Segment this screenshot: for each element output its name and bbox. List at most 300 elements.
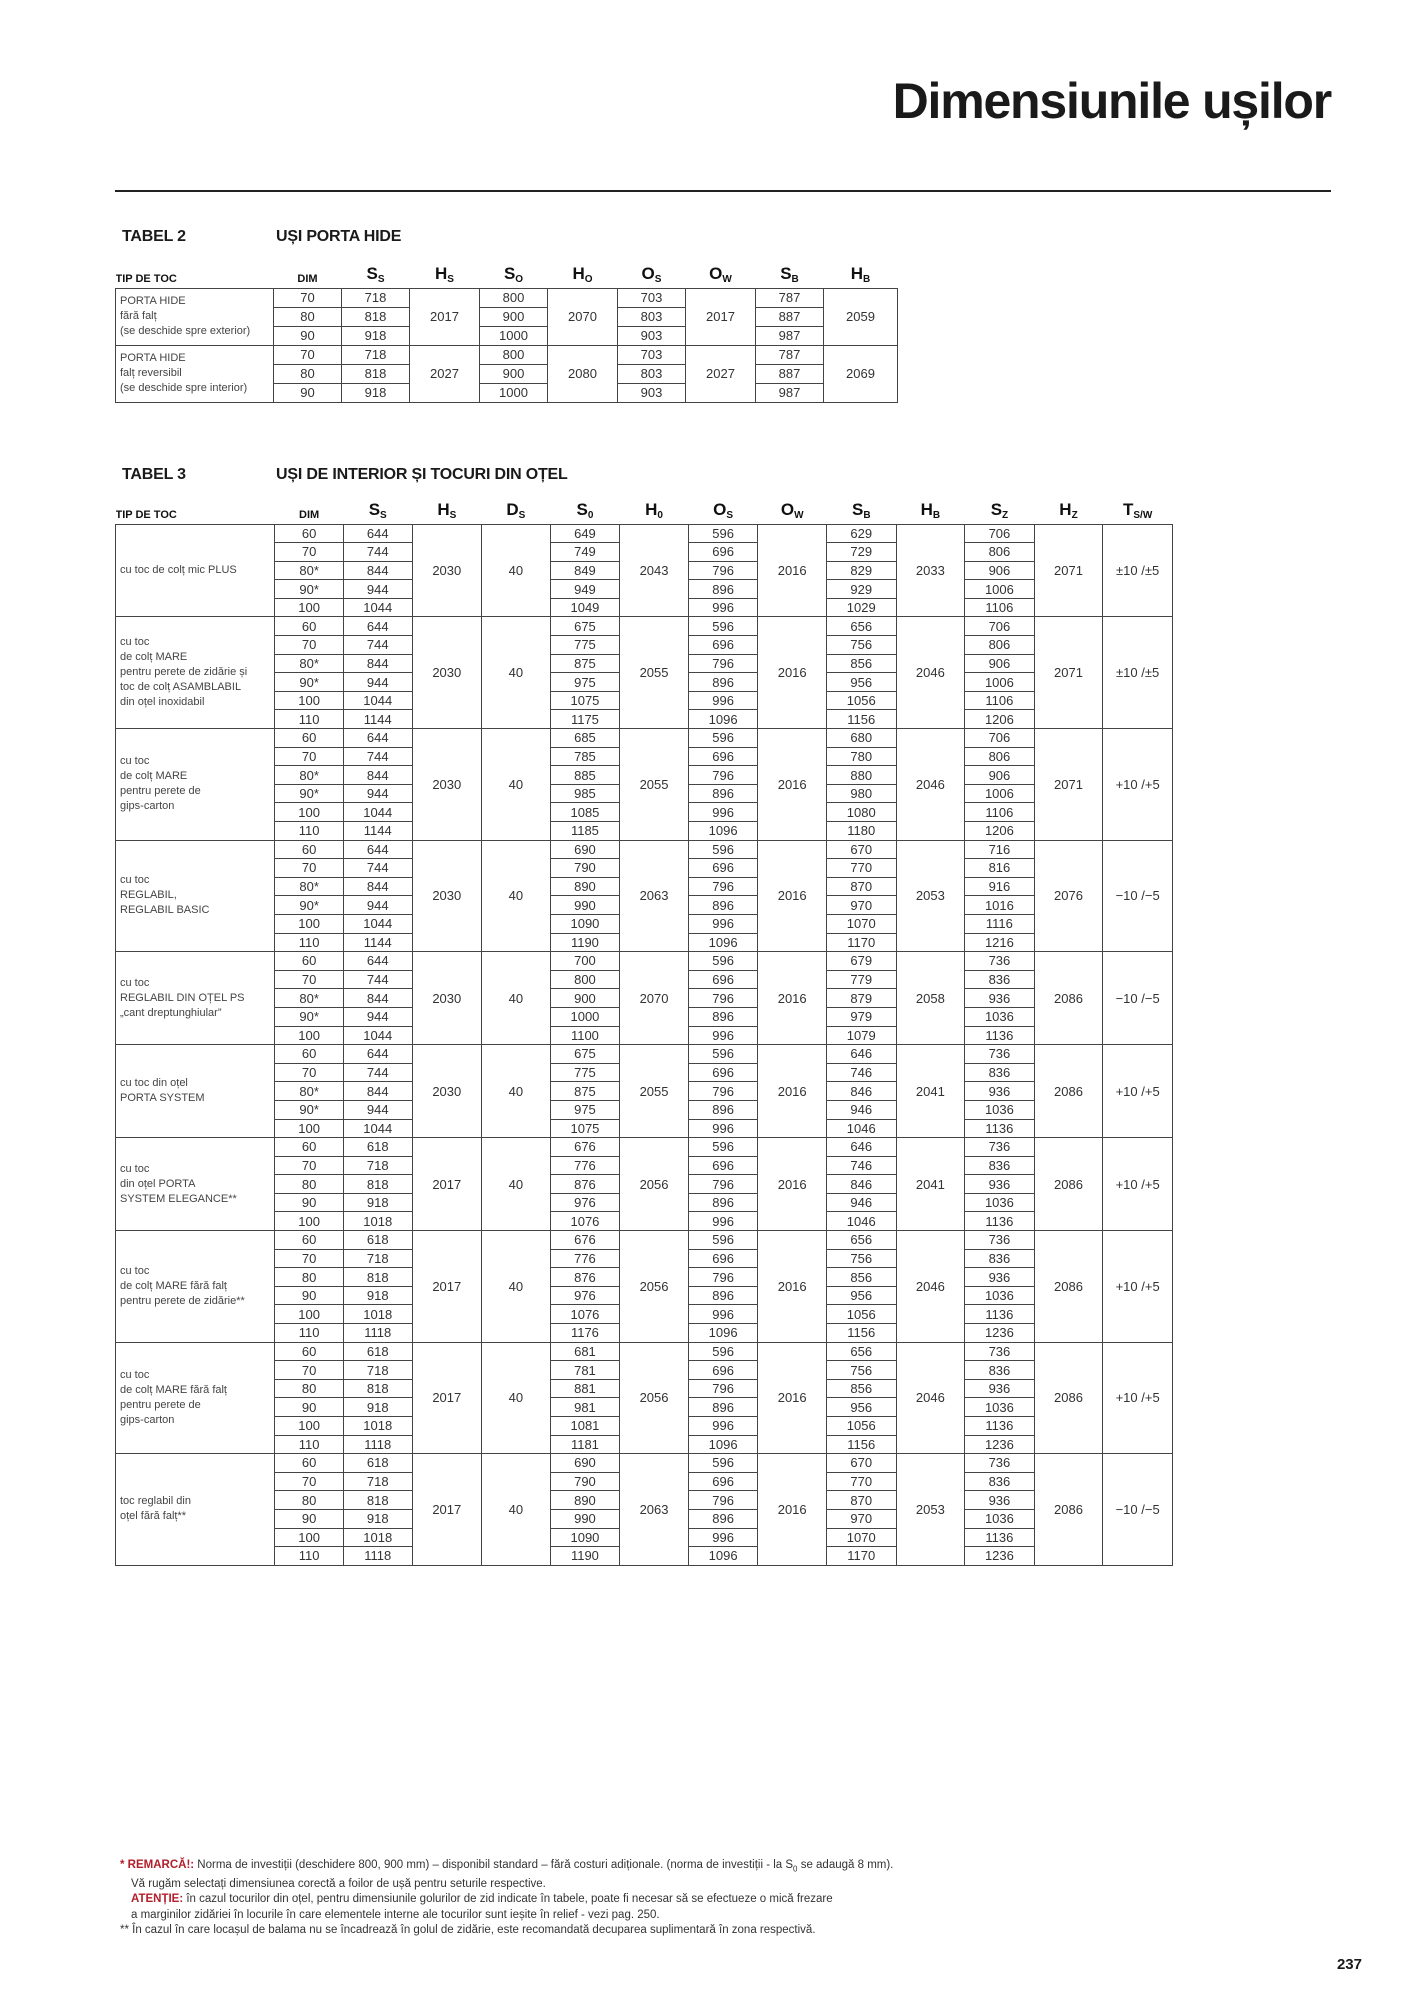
col-header (620, 494, 689, 524)
col-header (482, 494, 551, 524)
ss-cell: 918 (342, 383, 410, 402)
hb-cell: 2053 (896, 840, 965, 952)
col-header-main: S (368, 499, 381, 519)
dim-cell: 110 (275, 710, 344, 729)
os-cell: 696 (688, 970, 758, 989)
col-header (342, 254, 410, 288)
ss-cell: 1118 (343, 1435, 412, 1454)
ow-cell: 2016 (758, 952, 827, 1045)
sb-cell: 1079 (826, 1026, 896, 1045)
sz-cell: 1106 (965, 691, 1035, 710)
col-header (756, 254, 824, 288)
remark-text-a: Norma de investiții (deschidere 800, 900 mm) – disponibil standard – fără costuri adiționale. (norma de investiții - la S (194, 1859, 794, 1871)
s0-cell: 900 (550, 989, 620, 1008)
hz-cell: 2086 (1034, 1454, 1103, 1566)
ds-cell: 40 (482, 524, 551, 617)
dim-cell: 100 (275, 1026, 344, 1045)
sb-cell: 770 (826, 859, 896, 878)
s0-cell: 1081 (550, 1417, 620, 1436)
tsw-cell: −10 /−5 (1103, 1454, 1173, 1566)
sz-cell: 1206 (965, 822, 1035, 841)
dim-cell: 90 (275, 1286, 344, 1305)
sb-cell: 856 (826, 1268, 896, 1287)
sz-cell: 736 (965, 1045, 1035, 1064)
os-cell: 896 (688, 896, 758, 915)
sb-cell: 656 (826, 1342, 896, 1361)
table-row (116, 729, 1173, 748)
os-cell: 996 (688, 1305, 758, 1324)
col-header (1103, 494, 1173, 524)
dim-cell: 70 (275, 543, 344, 562)
os-cell: 996 (688, 914, 758, 933)
ds-cell: 40 (482, 1231, 551, 1343)
os-cell: 796 (688, 1379, 758, 1398)
s0-cell: 890 (550, 877, 620, 896)
ss-cell: 718 (343, 1472, 412, 1491)
s0-cell: 1190 (550, 1547, 620, 1566)
hs-cell: 2030 (412, 952, 482, 1045)
ss-cell: 918 (342, 326, 410, 345)
ss-cell: 844 (343, 1082, 412, 1101)
ss-cell: 1044 (343, 803, 412, 822)
os-cell: 696 (688, 636, 758, 655)
dim-cell: 100 (275, 1119, 344, 1138)
dim-cell: 100 (275, 691, 344, 710)
dim-cell: 90* (275, 580, 344, 599)
sz-cell: 716 (965, 840, 1035, 859)
s0-cell: 849 (550, 561, 620, 580)
os-cell: 996 (688, 1417, 758, 1436)
hs-cell: 2017 (412, 1138, 482, 1231)
ow-cell: 2016 (758, 1231, 827, 1343)
h0-cell: 2055 (620, 617, 689, 729)
dim-cell: 80 (275, 1379, 344, 1398)
ss-cell: 618 (343, 1454, 412, 1473)
os-cell: 803 (618, 307, 686, 326)
remark-sub: 0 (793, 1864, 798, 1874)
s0-cell: 1049 (550, 598, 620, 617)
s0-cell: 785 (550, 747, 620, 766)
frame-type-name: PORTA HIDE falț reversibil (se deschide spre interior) (116, 345, 274, 402)
sb-cell: 679 (826, 952, 896, 971)
os-cell: 596 (688, 617, 758, 636)
ss-cell: 818 (343, 1379, 412, 1398)
ss-cell: 644 (343, 524, 412, 543)
sb-cell: 670 (826, 840, 896, 859)
sz-cell: 736 (965, 1138, 1035, 1157)
s0-cell: 976 (550, 1286, 620, 1305)
os-cell: 1096 (688, 1435, 758, 1454)
tsw-cell: +10 /+5 (1103, 1045, 1173, 1138)
os-cell: 1096 (688, 1324, 758, 1343)
remark-text-b: se adaugă 8 mm). (797, 1859, 894, 1871)
s0-cell: 781 (550, 1361, 620, 1380)
sz-cell: 1036 (965, 1509, 1035, 1528)
sz-cell: 1136 (965, 1417, 1035, 1436)
frame-type-name: cu toc de colț mic PLUS (116, 524, 275, 617)
frame-type-name: cu toc de colț MARE fără falț pentru perete de gips-carton (116, 1342, 275, 1454)
table-row (116, 617, 1173, 636)
sb-cell: 829 (826, 561, 896, 580)
h0-cell: 2070 (620, 952, 689, 1045)
s0-cell: 1176 (550, 1324, 620, 1343)
col-header-sub: B (863, 273, 871, 285)
sb-cell: 746 (826, 1063, 896, 1082)
hb-cell: 2033 (896, 524, 965, 617)
dim-cell: 110 (275, 1547, 344, 1566)
ss-cell: 644 (343, 617, 412, 636)
ss-cell: 818 (342, 307, 410, 326)
sz-cell: 736 (965, 1231, 1035, 1250)
col-header-sub: W (722, 273, 732, 285)
col-header-sub: 0 (587, 509, 594, 521)
sz-cell: 736 (965, 952, 1035, 971)
s0-cell: 881 (550, 1379, 620, 1398)
table3-title: UȘI DE INTERIOR ȘI TOCURI DIN OȚEL (276, 466, 568, 483)
footnote-remark (120, 1858, 1320, 1877)
table2-number: TABEL 2 (122, 228, 186, 245)
col-header-main: H (572, 263, 585, 283)
os-cell: 896 (688, 1193, 758, 1212)
dim-cell: 80* (275, 561, 344, 580)
s0-cell: 1185 (550, 822, 620, 841)
dim-cell: 60 (275, 617, 344, 636)
col-header-sub: B (791, 273, 799, 285)
os-cell: 696 (688, 1063, 758, 1082)
hb-cell: 2053 (896, 1454, 965, 1566)
sz-cell: 806 (965, 636, 1035, 655)
ss-cell: 944 (343, 580, 412, 599)
sz-cell: 1136 (965, 1212, 1035, 1231)
table2 (115, 254, 898, 403)
so-cell: 800 (480, 345, 548, 364)
ss-cell: 644 (343, 840, 412, 859)
hs-cell: 2017 (410, 288, 480, 345)
sz-cell: 936 (965, 989, 1035, 1008)
dim-cell: 100 (275, 598, 344, 617)
footnote-attention (120, 1892, 1320, 1908)
hb-cell: 2046 (896, 1231, 965, 1343)
s0-cell: 949 (550, 580, 620, 599)
s0-cell: 1100 (550, 1026, 620, 1045)
col-header-main: H (645, 499, 658, 519)
s0-cell: 676 (550, 1138, 620, 1157)
ss-cell: 944 (343, 896, 412, 915)
s0-cell: 690 (550, 1454, 620, 1473)
sz-cell: 1136 (965, 1305, 1035, 1324)
dim-cell: 70 (275, 636, 344, 655)
sz-cell: 1106 (965, 803, 1035, 822)
sb-cell: 987 (756, 383, 824, 402)
col-header-sub: B (863, 509, 871, 521)
ow-cell: 2027 (686, 345, 756, 402)
sb-cell: 856 (826, 654, 896, 673)
ss-cell: 744 (343, 1063, 412, 1082)
os-cell: 596 (688, 1045, 758, 1064)
dim-cell: 100 (275, 803, 344, 822)
table-row (116, 1342, 1173, 1361)
hb-cell: 2059 (824, 288, 898, 345)
s0-cell: 976 (550, 1193, 620, 1212)
sb-cell: 879 (826, 989, 896, 1008)
s0-cell: 1000 (550, 1007, 620, 1026)
s0-cell: 985 (550, 784, 620, 803)
sb-cell: 1080 (826, 803, 896, 822)
s0-cell: 790 (550, 859, 620, 878)
os-cell: 696 (688, 747, 758, 766)
type-header: TIP DE TOC (115, 272, 177, 285)
ow-cell: 2016 (758, 1454, 827, 1566)
dim-cell: 80* (275, 1082, 344, 1101)
os-cell: 596 (688, 1454, 758, 1473)
ss-cell: 944 (343, 1007, 412, 1026)
os-cell: 796 (688, 654, 758, 673)
sb-cell: 880 (826, 766, 896, 785)
col-header-main: O (780, 499, 795, 519)
table-row (116, 1045, 1173, 1064)
table2-title: UȘI PORTA HIDE (276, 228, 402, 245)
table3 (115, 494, 1173, 1566)
s0-cell: 975 (550, 673, 620, 692)
sz-cell: 1216 (965, 933, 1035, 952)
dim-cell: 80* (275, 766, 344, 785)
sz-cell: 836 (965, 1063, 1035, 1082)
sz-cell: 1036 (965, 1007, 1035, 1026)
sb-cell: 1056 (826, 1417, 896, 1436)
tsw-cell: ±10 /±5 (1103, 524, 1173, 617)
s0-cell: 1090 (550, 1528, 620, 1547)
os-cell: 796 (688, 766, 758, 785)
sb-cell: 746 (826, 1156, 896, 1175)
dim-cell: 90* (275, 673, 344, 692)
ds-cell: 40 (482, 1342, 551, 1454)
sb-cell: 779 (826, 970, 896, 989)
table-row (116, 952, 1173, 971)
tsw-cell: ±10 /±5 (1103, 617, 1173, 729)
sb-cell: 756 (826, 1249, 896, 1268)
sz-cell: 1136 (965, 1026, 1035, 1045)
sb-cell: 887 (756, 364, 824, 383)
h0-cell: 2055 (620, 729, 689, 841)
s0-cell: 990 (550, 1509, 620, 1528)
sz-cell: 1006 (965, 580, 1035, 599)
col-header-sub: S (449, 509, 457, 521)
s0-cell: 1076 (550, 1305, 620, 1324)
sb-cell: 1070 (826, 914, 896, 933)
h0-cell: 2063 (620, 1454, 689, 1566)
sb-cell: 1170 (826, 933, 896, 952)
sz-cell: 1036 (965, 1286, 1035, 1305)
sb-cell: 629 (826, 524, 896, 543)
sb-cell: 1029 (826, 598, 896, 617)
col-header-main: S (990, 499, 1003, 519)
sz-cell: 836 (965, 1361, 1035, 1380)
footnote-line2: Vă rugăm selectați dimensiunea corectă a foilor de ușă pentru seturile respective. (131, 1877, 546, 1890)
sb-cell: 756 (826, 636, 896, 655)
s0-cell: 876 (550, 1175, 620, 1194)
os-cell: 1096 (688, 933, 758, 952)
dim-cell: 70 (275, 1063, 344, 1082)
ss-cell: 944 (343, 673, 412, 692)
sb-cell: 780 (826, 747, 896, 766)
sz-cell: 936 (965, 1268, 1035, 1287)
os-cell: 696 (688, 1472, 758, 1491)
dim-cell: 60 (275, 524, 344, 543)
os-cell: 896 (688, 580, 758, 599)
os-cell: 896 (688, 1509, 758, 1528)
sz-cell: 1006 (965, 673, 1035, 692)
os-cell: 896 (688, 1398, 758, 1417)
table-row (116, 288, 898, 307)
ss-cell: 744 (343, 747, 412, 766)
ss-cell: 1144 (343, 933, 412, 952)
sb-cell: 846 (826, 1082, 896, 1101)
s0-cell: 876 (550, 1268, 620, 1287)
s0-cell: 981 (550, 1398, 620, 1417)
ss-cell: 844 (343, 654, 412, 673)
sb-cell: 870 (826, 877, 896, 896)
col-header-sub: W (794, 509, 804, 521)
os-cell: 996 (688, 598, 758, 617)
sb-cell: 1070 (826, 1528, 896, 1547)
s0-cell: 681 (550, 1342, 620, 1361)
table-row (116, 345, 898, 364)
sz-cell: 706 (965, 524, 1035, 543)
col-header-sub: O (515, 273, 524, 285)
sb-cell: 1156 (826, 1435, 896, 1454)
so-cell: 900 (480, 307, 548, 326)
s0-cell: 676 (550, 1231, 620, 1250)
sb-cell: 870 (826, 1491, 896, 1510)
frame-type-name: cu toc de colț MARE fără falț pentru perete de zidărie** (116, 1231, 275, 1343)
os-cell: 996 (688, 1026, 758, 1045)
footnotes (120, 1858, 1320, 1939)
s0-cell: 675 (550, 617, 620, 636)
table-row (116, 1231, 1173, 1250)
dim-header: DIM (297, 272, 318, 285)
os-cell: 996 (688, 1119, 758, 1138)
sb-cell: 646 (826, 1138, 896, 1157)
ow-cell: 2016 (758, 1045, 827, 1138)
s0-cell: 675 (550, 1045, 620, 1064)
sb-cell: 956 (826, 1286, 896, 1305)
sz-cell: 836 (965, 1249, 1035, 1268)
sb-cell: 929 (826, 580, 896, 599)
hz-cell: 2071 (1034, 524, 1103, 617)
sz-cell: 1236 (965, 1324, 1035, 1343)
col-header-main: O (709, 263, 723, 283)
s0-cell: 1085 (550, 803, 620, 822)
sz-cell: 906 (965, 561, 1035, 580)
hs-cell: 2017 (412, 1342, 482, 1454)
ss-cell: 918 (343, 1509, 412, 1528)
remark-label: * REMARCĂ!: (120, 1859, 195, 1871)
col-header-main: H (435, 263, 448, 283)
tsw-cell: −10 /−5 (1103, 840, 1173, 952)
table-row (116, 524, 1173, 543)
sb-cell: 1046 (826, 1212, 896, 1231)
ss-cell: 1044 (343, 914, 412, 933)
ow-cell: 2016 (758, 1342, 827, 1454)
col-header (550, 494, 620, 524)
ss-cell: 744 (343, 859, 412, 878)
sz-cell: 1136 (965, 1119, 1035, 1138)
os-cell: 703 (618, 288, 686, 307)
ds-cell: 40 (482, 1454, 551, 1566)
attention-label: ATENȚIE: (131, 1893, 184, 1906)
h0-cell: 2056 (620, 1138, 689, 1231)
ss-cell: 944 (343, 784, 412, 803)
s0-cell: 749 (550, 543, 620, 562)
col-header-main: O (641, 263, 655, 283)
hb-cell: 2069 (824, 345, 898, 402)
sz-cell: 736 (965, 1342, 1035, 1361)
ss-cell: 618 (343, 1138, 412, 1157)
frame-type-name: cu toc din oțel PORTA SYSTEM ELEGANCE** (116, 1138, 275, 1231)
dim-cell: 100 (275, 1212, 344, 1231)
ss-cell: 718 (343, 1361, 412, 1380)
sb-cell: 956 (826, 673, 896, 692)
dim-cell: 70 (275, 1156, 344, 1175)
sz-cell: 1016 (965, 896, 1035, 915)
col-header-main: S (503, 263, 516, 283)
sz-cell: 1036 (965, 1100, 1035, 1119)
dim-cell: 90 (274, 383, 342, 402)
hs-cell: 2030 (412, 1045, 482, 1138)
col-header-sub: Z (1002, 509, 1009, 521)
dim-cell: 60 (275, 952, 344, 971)
frame-type-name: cu toc de colț MARE pentru perete de zidărie și toc de colț ASAMBLABIL din oțel inoxidabil (116, 617, 275, 729)
ss-cell: 1044 (343, 691, 412, 710)
col-header-sub: O (584, 273, 593, 285)
so-cell: 1000 (480, 326, 548, 345)
hb-cell: 2046 (896, 1342, 965, 1454)
sz-cell: 806 (965, 747, 1035, 766)
ss-cell: 744 (343, 543, 412, 562)
tsw-cell: −10 /−5 (1103, 952, 1173, 1045)
ds-cell: 40 (482, 617, 551, 729)
col-header (618, 254, 686, 288)
ss-cell: 618 (343, 1231, 412, 1250)
dim-cell: 70 (275, 1361, 344, 1380)
ds-cell: 40 (482, 1045, 551, 1138)
col-header (826, 494, 896, 524)
tsw-cell: +10 /+5 (1103, 1231, 1173, 1343)
sb-cell: 670 (826, 1454, 896, 1473)
sb-cell: 656 (826, 1231, 896, 1250)
frame-type-name: cu toc din oțel PORTA SYSTEM (116, 1045, 275, 1138)
table-row (116, 840, 1173, 859)
ss-cell: 1044 (343, 1026, 412, 1045)
sz-cell: 916 (965, 877, 1035, 896)
os-cell: 896 (688, 1286, 758, 1305)
os-cell: 596 (688, 952, 758, 971)
s0-cell: 790 (550, 1472, 620, 1491)
dim-cell: 80 (274, 364, 342, 383)
os-cell: 996 (688, 1212, 758, 1231)
sb-cell: 979 (826, 1007, 896, 1026)
sb-cell: 956 (826, 1398, 896, 1417)
ow-cell: 2016 (758, 617, 827, 729)
sz-cell: 1116 (965, 914, 1035, 933)
sb-cell: 756 (826, 1361, 896, 1380)
ss-cell: 1144 (343, 822, 412, 841)
ss-cell: 844 (343, 989, 412, 1008)
sz-cell: 1206 (965, 710, 1035, 729)
dim-cell: 70 (275, 1472, 344, 1491)
tsw-cell: +10 /+5 (1103, 1138, 1173, 1231)
os-cell: 596 (688, 1342, 758, 1361)
